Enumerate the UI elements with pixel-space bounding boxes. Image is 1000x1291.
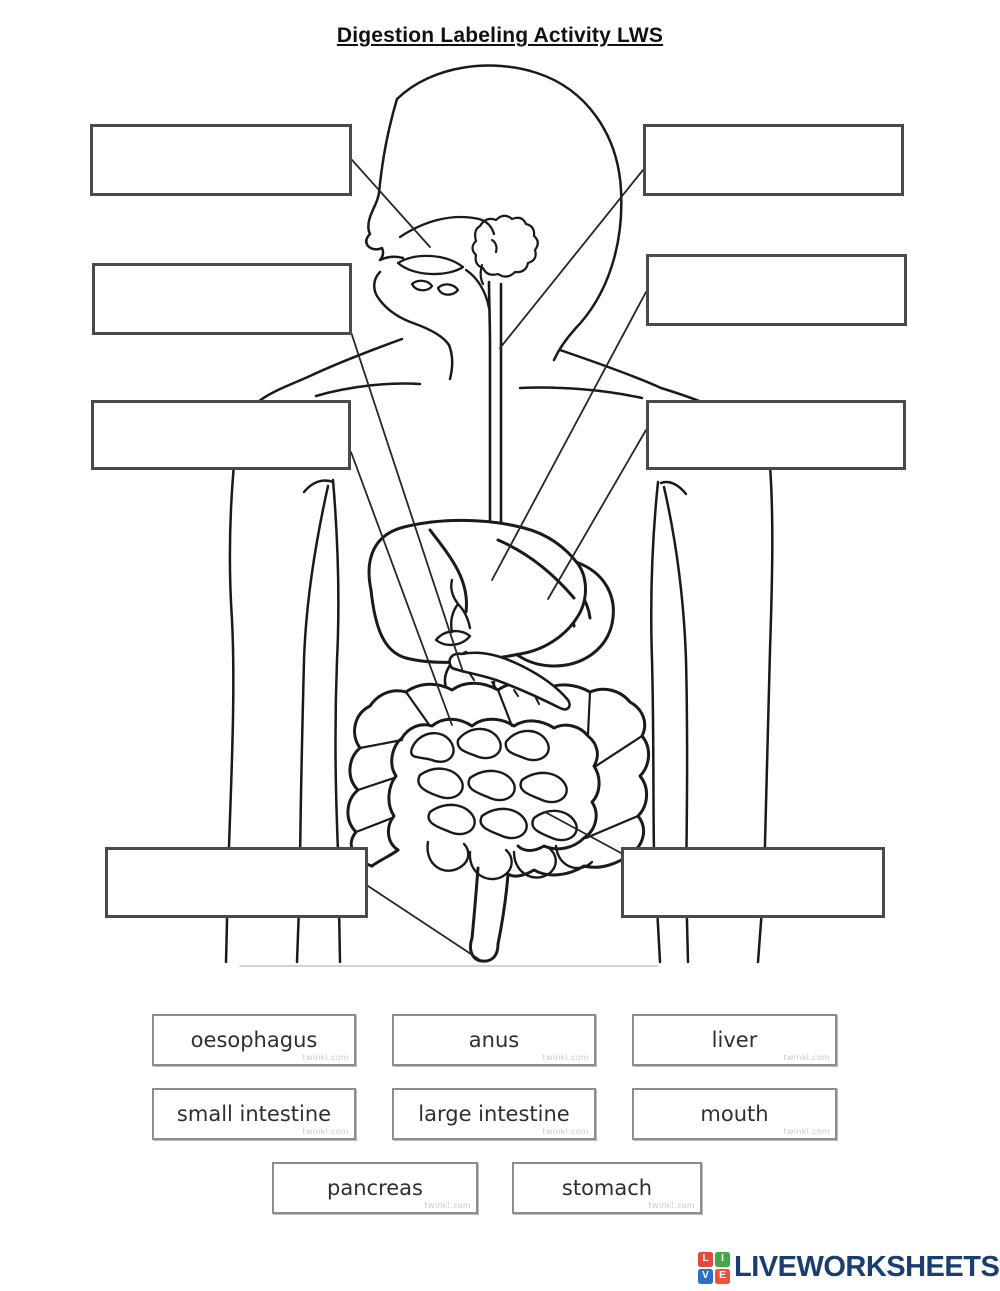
brand-wordmark: LIVEWORKSHEETS xyxy=(734,1251,1000,1283)
word-label: large intestine xyxy=(418,1102,570,1126)
logo-square-e: E xyxy=(715,1269,730,1284)
twinkl-watermark: twinkl.com xyxy=(648,1201,695,1210)
twinkl-watermark: twinkl.com xyxy=(302,1053,349,1062)
twinkl-watermark: twinkl.com xyxy=(783,1127,830,1136)
word-card-anus[interactable] xyxy=(392,1014,596,1066)
answer-box-pancreas[interactable] xyxy=(92,263,352,335)
oesophagus-illustration xyxy=(489,282,501,543)
leader-line-mouth xyxy=(352,160,430,247)
answer-box-liver[interactable] xyxy=(646,254,907,326)
leader-line-anus xyxy=(368,886,480,960)
answer-box-anus[interactable] xyxy=(105,847,368,918)
answer-box-mouth[interactable] xyxy=(90,124,352,196)
word-label: pancreas xyxy=(327,1176,423,1200)
rectum-anus-illustration xyxy=(470,868,508,961)
word-label: anus xyxy=(468,1028,520,1052)
twinkl-watermark: twinkl.com xyxy=(542,1127,589,1136)
answer-box-large-intestine[interactable] xyxy=(621,847,885,918)
word-label: small intestine xyxy=(176,1102,332,1126)
twinkl-watermark: twinkl.com xyxy=(424,1201,471,1210)
leader-line-oesophagus xyxy=(500,170,643,348)
word-label: mouth xyxy=(700,1102,769,1126)
page-title: Digestion Labeling Activity LWS xyxy=(336,24,664,47)
word-label: oesophagus xyxy=(190,1028,318,1052)
word-label: stomach xyxy=(561,1176,653,1200)
logo-square-v: V xyxy=(698,1269,713,1284)
word-label: liver xyxy=(711,1028,758,1052)
twinkl-watermark: twinkl.com xyxy=(783,1053,830,1062)
answer-box-stomach[interactable] xyxy=(646,400,906,470)
mouth-tongue-illustration xyxy=(398,217,494,308)
logo-square-l: L xyxy=(698,1252,713,1267)
word-card-oesophagus[interactable] xyxy=(152,1014,356,1066)
twinkl-watermark: twinkl.com xyxy=(542,1053,589,1062)
answer-box-oesophagus[interactable] xyxy=(643,124,904,196)
salivary-gland-illustration xyxy=(473,216,538,284)
word-card-pancreas[interactable] xyxy=(272,1162,478,1214)
twinkl-watermark: twinkl.com xyxy=(302,1127,349,1136)
word-card-mouth[interactable] xyxy=(632,1088,837,1140)
logo-square-i: I xyxy=(715,1252,730,1267)
liveworksheets-logo-icon xyxy=(698,1252,730,1284)
answer-box-small-intestine[interactable] xyxy=(91,400,351,470)
large-intestine-illustration xyxy=(348,683,649,876)
word-card-small-intestine[interactable] xyxy=(152,1088,356,1140)
liveworksheets-logo xyxy=(698,1251,999,1284)
word-card-stomach[interactable] xyxy=(512,1162,702,1214)
word-card-large-intestine[interactable] xyxy=(392,1088,596,1140)
head-outline xyxy=(366,66,621,379)
word-card-liver[interactable] xyxy=(632,1014,837,1066)
